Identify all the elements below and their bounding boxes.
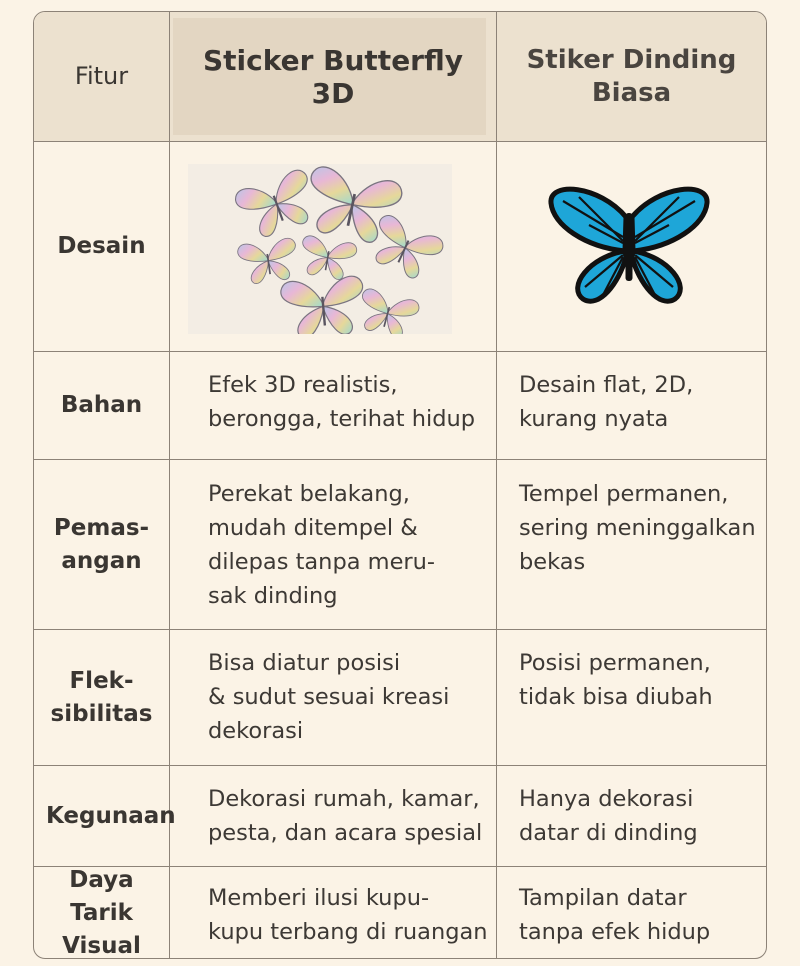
butterflies-3d-icon xyxy=(188,164,452,334)
iridescent-butterflies-image xyxy=(188,164,452,334)
table-row xyxy=(34,459,766,629)
blue-butterfly-icon xyxy=(544,182,714,312)
col-b-cell xyxy=(497,766,766,866)
col-a-text: Bisa diatur posisi & sudut sesuai kreasi dekorasi xyxy=(208,650,450,744)
col-a-cell xyxy=(170,766,497,866)
col-b-text: Posisi permanen, tidak bisa diubah xyxy=(519,650,713,710)
col-b-cell xyxy=(497,630,766,765)
feature-label: Flek- sibilitas xyxy=(50,667,153,727)
header-feature-cell xyxy=(34,12,170,141)
header-row xyxy=(34,12,766,141)
header-col-b-title: Stiker Dinding Biasa xyxy=(526,44,737,108)
col-b-cell xyxy=(497,352,766,459)
table-row xyxy=(34,765,766,866)
col-b-text: Hanya dekorasi datar di dinding xyxy=(519,786,698,846)
col-a-cell xyxy=(170,460,497,629)
col-a-text: Perekat belakang, mudah ditempel & dilepas tanpa meru- sak dinding xyxy=(208,481,436,609)
col-b-text: Tempel permanen, sering meninggalkan bekas xyxy=(519,481,756,575)
feature-label: Daya Tarik Visual xyxy=(62,867,141,959)
col-b-cell xyxy=(497,867,766,959)
feature-cell xyxy=(34,766,176,866)
feature-label: Kegunaan xyxy=(46,802,176,829)
table-row xyxy=(34,141,766,351)
feature-label: Bahan xyxy=(60,392,143,418)
comparison-table xyxy=(33,11,767,959)
col-a-cell xyxy=(170,630,497,765)
table-row xyxy=(34,351,766,459)
feature-cell xyxy=(34,460,170,629)
header-col-a-title: Sticker Butterfly 3D xyxy=(202,43,463,110)
feature-label: Desain xyxy=(57,233,146,259)
feature-cell xyxy=(34,142,170,351)
col-a-text: Memberi ilusi kupu- kupu terbang di ruangan xyxy=(208,885,488,945)
col-b-text: Desain flat, 2D, kurang nyata xyxy=(519,372,694,432)
col-a-text: Efek 3D realistis, berongga, terihat hidup xyxy=(208,372,476,432)
col-a-cell xyxy=(170,352,497,459)
feature-cell xyxy=(34,867,170,959)
col-b-text: Tampilan datar tanpa efek hidup xyxy=(519,885,711,945)
header-col-a-cell xyxy=(170,12,497,141)
header-feature-label: Fitur xyxy=(74,62,129,90)
feature-cell xyxy=(34,630,170,765)
feature-label: Pemas- angan xyxy=(53,514,150,574)
col-a-text: Dekorasi rumah, kamar, pesta, dan acara spesial xyxy=(208,786,483,846)
design-b-cell xyxy=(497,142,766,351)
col-a-cell xyxy=(170,867,497,959)
col-b-cell xyxy=(497,460,766,629)
table-row xyxy=(34,629,766,765)
table-row xyxy=(34,866,766,959)
design-a-cell xyxy=(170,142,497,351)
header-col-b-cell xyxy=(497,12,766,141)
feature-cell xyxy=(34,352,170,459)
